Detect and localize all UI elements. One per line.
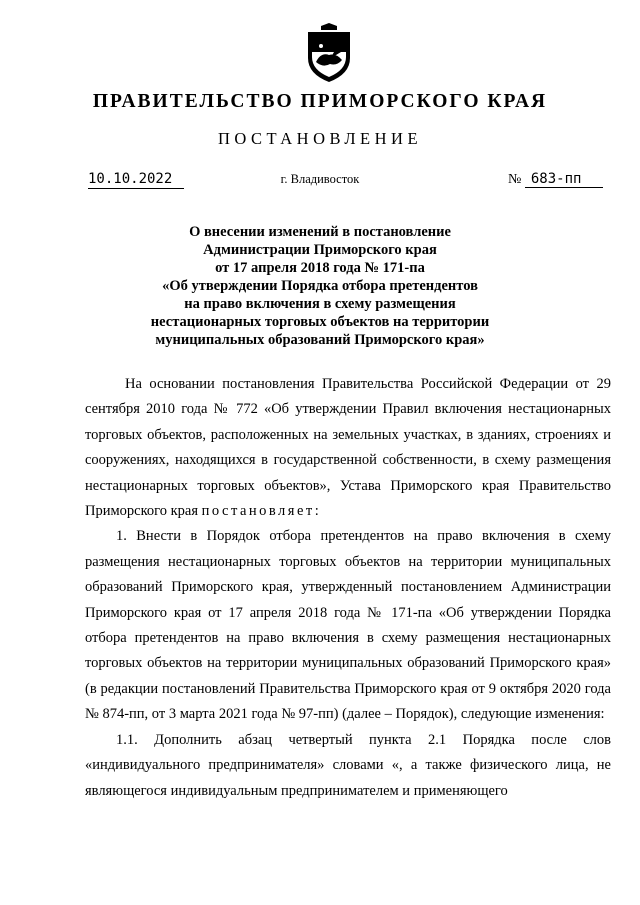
document-body [85,372,611,804]
paragraph-item-1-1: 1.1. Дополнить абзац четвертый пункта 2.1 Порядка после слов «индивидуального предпринимателя» словами «, а также физического лица, не являющегося индивидуальным предпринимателем и применяющего [85,731,611,799]
paragraph-preamble [85,372,611,524]
number-value: 683-пп [525,171,604,188]
title-line: О внесении изменений в постановление [189,224,451,240]
document-city: г. Владивосток [280,172,360,186]
coat-of-arms-emblem [303,22,355,84]
document-type: ПОСТАНОВЛЕНИЕ [217,129,423,148]
paragraph-item-1: 1. Внести в Порядок отбора претендентов на право включения в схему размещения нестационарных торговых объектов на территории муниципальных образований Приморского края, утвержденный постановлением Администрации Приморского края от 17 апреля 2018 года № 171-па «Об утверждении Порядка отбора претендентов на право включения в схему размещения нестационарных торговых объектов на территории муниципальных образований Приморского края» (в редакции постановлений Правительства Приморского края от 9 октября 2020 года № 874-пп, от 3 марта 2021 года № 97-пп) (далее – Порядок), следующие изменения: [85,528,611,723]
document-title [0,223,640,349]
title-line: на право включения в схему размещения [184,296,456,312]
preamble-emphasis: постановляет: [201,503,322,520]
document-number [508,170,603,189]
title-line: от 17 апреля 2018 года № 171-па [215,260,425,276]
title-line: «Об утверждении Порядка отбора претендентов [162,278,478,294]
government-name: ПРАВИТЕЛЬСТВО ПРИМОРСКОГО КРАЯ [92,91,548,112]
number-prefix: № [508,172,522,187]
title-line: нестационарных торговых объектов на территории [150,314,490,330]
title-line: муниципальных образований Приморского края» [155,332,485,348]
preamble-text: На основании постановления Правительства Российской Федерации от 29 сентября 2010 года № 772 «Об утверждении Правил включения нестационарных торговых объектов, расположенных на земельных участках, в зданиях, строениях и сооружениях, находящихся в государственной собственности, в схему размещения нестационарных торговых объектов», Устава Приморского края Правительство Приморского края [85,376,611,520]
document-date: 10.10.2022 [88,170,184,189]
title-line: Администрации Приморского края [203,242,437,258]
